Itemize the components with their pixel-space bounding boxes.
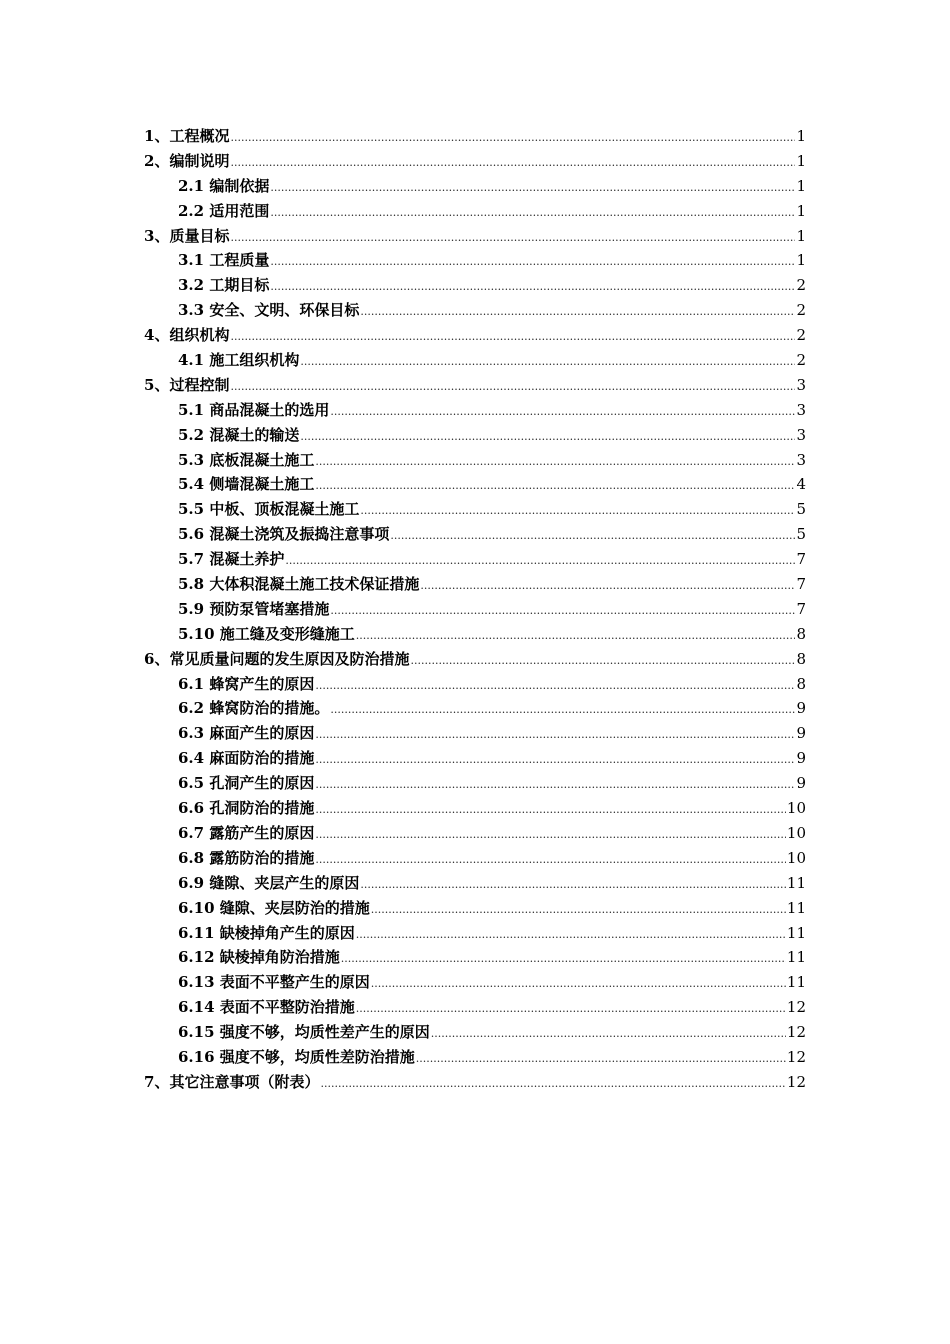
toc-entry-separator: 、 (154, 127, 170, 145)
toc-entry-title: 大体积混凝土施工技术保证措施 (209, 575, 420, 594)
toc-dot-leader (230, 226, 795, 251)
toc-entry-number: 7 (144, 1072, 155, 1091)
toc-entry-number: 6.9 (178, 873, 205, 892)
toc-dot-leader (315, 823, 786, 848)
toc-entry[interactable] (144, 821, 806, 846)
toc-entry-number: 6.1 (178, 674, 205, 693)
toc-entry-label (178, 846, 314, 871)
toc-entry-page-number: 3 (796, 450, 806, 469)
toc-entry-separator: 、 (154, 226, 170, 245)
toc-entry-page-number: 3 (796, 375, 806, 394)
toc-entry-title: 麻面防治的措施 (209, 749, 315, 768)
toc-entry-title: 工程质量 (209, 251, 270, 270)
toc-entry-title: 缝隙、夹层产生的原因 (209, 873, 360, 892)
toc-entry-number: 6.13 (178, 973, 215, 992)
toc-entry-number: 5.1 (178, 400, 205, 419)
toc-entry[interactable] (144, 597, 806, 622)
toc-entry-separator: 、 (154, 326, 170, 345)
toc-entry-number: 6.10 (178, 898, 215, 917)
toc-entry-number: 5.10 (178, 624, 215, 643)
toc-entry-page-number: 4 (796, 475, 806, 494)
toc-entry-title: 工期目标 (209, 276, 270, 295)
toc-entry-page-number: 9 (796, 699, 806, 718)
toc-entry-number: 5.3 (178, 450, 205, 469)
toc-entry-title: 蜂窝防治的措施。 (209, 699, 330, 718)
toc-entry-number: 3.3 (178, 301, 205, 320)
toc-entry-label (144, 149, 229, 174)
toc-entry[interactable] (144, 323, 806, 348)
toc-entry-label (178, 298, 359, 323)
toc-entry[interactable] (144, 124, 806, 149)
toc-entry-page-number: 10 (786, 799, 806, 818)
toc-entry[interactable] (144, 174, 806, 199)
toc-entry[interactable] (144, 896, 806, 921)
toc-entry[interactable] (144, 497, 806, 522)
toc-entry-page-number: 10 (786, 848, 806, 867)
toc-entry[interactable] (144, 248, 806, 273)
toc-entry-label (178, 423, 299, 448)
toc-dot-leader (360, 873, 786, 898)
toc-dot-leader (330, 698, 795, 723)
toc-entry[interactable] (144, 846, 806, 871)
toc-entry-number: 5.7 (178, 550, 205, 569)
toc-entry-number: 1 (144, 127, 155, 145)
toc-entry[interactable] (144, 1045, 806, 1070)
toc-entry-page-number: 9 (796, 749, 806, 768)
toc-entry[interactable] (144, 746, 806, 771)
toc-entry-label (178, 497, 359, 522)
toc-entry-title: 孔洞产生的原因 (209, 774, 315, 793)
toc-dot-leader (320, 1072, 785, 1097)
toc-entry-page-number: 12 (786, 1047, 806, 1066)
toc-dot-leader (330, 400, 795, 425)
toc-entry-number: 5 (144, 375, 155, 394)
toc-entry-page-number: 1 (796, 251, 806, 270)
toc-entry-page-number: 10 (786, 823, 806, 842)
toc-entry-label (178, 970, 370, 995)
toc-entry-title: 缺棱掉角产生的原因 (219, 923, 355, 942)
toc-dot-leader (230, 325, 795, 350)
toc-entry-number: 3.1 (178, 251, 205, 270)
toc-dot-leader (356, 997, 786, 1022)
toc-entry-number: 6.11 (178, 923, 215, 942)
toc-entry-title: 表面不平整产生的原因 (219, 973, 370, 992)
toc-dot-leader (420, 574, 795, 599)
toc-entry-title: 缝隙、夹层防治的措施 (219, 898, 370, 917)
toc-dot-leader (315, 748, 795, 773)
toc-entry-page-number: 9 (796, 774, 806, 793)
toc-entry-title: 表面不平整防治措施 (219, 998, 355, 1017)
toc-entry-number: 6 (144, 649, 155, 668)
toc-dot-leader (315, 674, 795, 699)
toc-entry-number: 5.2 (178, 425, 205, 444)
toc-entry-page-number: 7 (796, 550, 806, 569)
toc-entry-page-number: 11 (786, 948, 806, 967)
toc-entry-number: 4 (144, 326, 155, 345)
toc-dot-leader (300, 350, 795, 375)
toc-entry-separator: 、 (154, 649, 170, 668)
toc-dot-leader (300, 425, 795, 450)
toc-dot-leader (360, 499, 795, 524)
toc-entry-number: 5.5 (178, 500, 205, 519)
toc-dot-leader (270, 275, 795, 300)
toc-entry-label (178, 821, 314, 846)
toc-entry-page-number: 3 (796, 400, 806, 419)
toc-entry-number: 3 (144, 226, 155, 245)
toc-entry-page-number: 12 (786, 1072, 806, 1091)
toc-entry-title: 其它注意事项（附表） (169, 1072, 320, 1091)
toc-entry-number: 4.1 (178, 351, 205, 370)
toc-entry-number: 6.3 (178, 724, 205, 743)
toc-dot-leader (315, 773, 795, 798)
toc-entry-number: 6.16 (178, 1047, 215, 1066)
toc-entry[interactable] (144, 373, 806, 398)
toc-entry-number: 2 (144, 151, 155, 170)
toc-entry[interactable] (144, 970, 806, 995)
toc-dot-leader (315, 723, 795, 748)
toc-entry-title: 强度不够，均质性差产生的原因 (219, 1023, 430, 1042)
toc-entry-title: 缺棱掉角防治措施 (219, 948, 340, 967)
toc-entry-page-number: 1 (796, 201, 806, 220)
toc-entry-label (178, 696, 329, 721)
toc-entry[interactable] (144, 945, 806, 970)
toc-entry[interactable] (144, 921, 806, 946)
toc-entry[interactable] (144, 1020, 806, 1045)
toc-entry-page-number: 11 (786, 923, 806, 942)
toc-entry-label (178, 199, 269, 224)
toc-entry-page-number: 3 (796, 425, 806, 444)
toc-entry-page-number: 1 (796, 127, 806, 145)
toc-dot-leader (270, 250, 795, 275)
toc-entry-title: 施工缝及变形缝施工 (219, 624, 355, 643)
toc-entry-title: 适用范围 (209, 201, 270, 220)
toc-dot-leader (371, 898, 786, 923)
toc-entry-label (178, 273, 269, 298)
toc-entry-title: 预防泵管堵塞措施 (209, 599, 330, 618)
toc-entry-label (144, 224, 229, 249)
toc-entry-page-number: 5 (796, 525, 806, 544)
toc-entry-label (178, 248, 269, 273)
toc-entry-title: 常见质量问题的发生原因及防治措施 (169, 649, 410, 668)
table-of-contents (144, 124, 806, 1095)
toc-entry-title: 施工组织机构 (209, 351, 300, 370)
toc-entry[interactable] (144, 423, 806, 448)
toc-entry-page-number: 2 (796, 301, 806, 320)
toc-dot-leader (360, 300, 795, 325)
toc-entry[interactable] (144, 348, 806, 373)
toc-entry-label (178, 995, 355, 1020)
toc-entry-label (178, 572, 419, 597)
toc-entry-title: 商品混凝土的选用 (209, 400, 330, 419)
toc-entry-label (178, 472, 314, 497)
toc-entry-label (178, 398, 329, 423)
toc-dot-leader (371, 972, 786, 997)
toc-entry-number: 6.14 (178, 998, 215, 1017)
toc-entry-title: 组织机构 (169, 326, 230, 345)
toc-dot-leader (315, 798, 786, 823)
toc-entry-label (178, 522, 389, 547)
toc-entry-label (178, 174, 269, 199)
toc-entry-title: 混凝土的输送 (209, 425, 300, 444)
toc-entry-number: 3.2 (178, 276, 205, 295)
toc-entry-page-number: 11 (786, 898, 806, 917)
toc-entry-page-number: 2 (796, 276, 806, 295)
toc-entry-page-number: 1 (796, 226, 806, 245)
toc-dot-leader (230, 151, 795, 176)
toc-entry-number: 5.4 (178, 475, 205, 494)
toc-entry-page-number: 7 (796, 599, 806, 618)
toc-entry-number: 6.8 (178, 848, 205, 867)
toc-entry[interactable] (144, 149, 806, 174)
toc-entry[interactable] (144, 647, 806, 672)
toc-dot-leader (390, 524, 795, 549)
toc-entry-label (178, 348, 299, 373)
toc-entry-separator: 、 (154, 151, 170, 170)
toc-entry-title: 露筋防治的措施 (209, 848, 315, 867)
toc-entry-label (178, 746, 314, 771)
toc-entry[interactable] (144, 547, 806, 572)
toc-entry-page-number: 7 (796, 575, 806, 594)
toc-entry-title: 混凝土养护 (209, 550, 285, 569)
toc-entry-number: 6.12 (178, 948, 215, 967)
toc-dot-leader (356, 923, 786, 948)
toc-entry[interactable] (144, 398, 806, 423)
toc-entry[interactable] (144, 696, 806, 721)
toc-entry[interactable] (144, 995, 806, 1020)
toc-entry[interactable] (144, 448, 806, 473)
toc-entry[interactable] (144, 796, 806, 821)
toc-entry-title: 过程控制 (169, 375, 230, 394)
toc-dot-leader (315, 474, 795, 499)
toc-entry-label (144, 323, 229, 348)
toc-entry-title: 蜂窝产生的原因 (209, 674, 315, 693)
toc-entry[interactable] (144, 871, 806, 896)
toc-entry-title: 编制依据 (209, 176, 270, 195)
toc-entry-page-number: 2 (796, 351, 806, 370)
toc-entry-title: 底板混凝土施工 (209, 450, 315, 469)
toc-entry-title: 安全、文明、环保目标 (209, 301, 360, 320)
toc-entry-label (178, 448, 314, 473)
toc-dot-leader (330, 599, 795, 624)
toc-entry[interactable] (144, 199, 806, 224)
toc-entry-label (144, 124, 229, 149)
toc-entry-title: 中板、顶板混凝土施工 (209, 500, 360, 519)
toc-entry-label (144, 373, 229, 398)
toc-dot-leader (410, 649, 795, 674)
toc-dot-leader (341, 947, 786, 972)
toc-entry-title: 强度不够，均质性差防治措施 (219, 1047, 415, 1066)
toc-entry-number: 5.9 (178, 599, 205, 618)
toc-entry-number: 6.5 (178, 774, 205, 793)
toc-entry-page-number: 12 (786, 998, 806, 1017)
toc-dot-leader (356, 624, 796, 649)
toc-entry-label (178, 871, 359, 896)
toc-dot-leader (315, 848, 786, 873)
toc-entry-title: 露筋产生的原因 (209, 823, 315, 842)
toc-entry-separator: 、 (154, 1072, 170, 1091)
toc-entry[interactable] (144, 298, 806, 323)
toc-entry-number: 6.2 (178, 699, 205, 718)
toc-entry-label (178, 547, 284, 572)
toc-entry[interactable] (144, 224, 806, 249)
toc-entry-number: 5.6 (178, 525, 205, 544)
toc-entry[interactable] (144, 472, 806, 497)
toc-entry-page-number: 12 (786, 1023, 806, 1042)
toc-entry-number: 6.15 (178, 1023, 215, 1042)
toc-entry-number: 6.7 (178, 823, 205, 842)
toc-entry-page-number: 11 (786, 973, 806, 992)
toc-entry-label (178, 1045, 415, 1070)
toc-entry-label (178, 896, 370, 921)
toc-entry-separator: 、 (154, 375, 170, 394)
toc-entry-page-number: 8 (796, 674, 806, 693)
toc-dot-leader (230, 126, 795, 151)
toc-entry-title: 侧墙混凝土施工 (209, 475, 315, 494)
toc-entry[interactable] (144, 721, 806, 746)
toc-entry-label (178, 597, 329, 622)
toc-entry-number: 2.2 (178, 201, 205, 220)
toc-dot-leader (270, 176, 795, 201)
toc-entry-title: 质量目标 (169, 226, 230, 245)
toc-entry-label (178, 945, 340, 970)
toc-entry-page-number: 1 (796, 151, 806, 170)
toc-entry-label (178, 1020, 430, 1045)
toc-entry-title: 工程概况 (169, 127, 230, 145)
toc-entry[interactable] (144, 572, 806, 597)
toc-entry-page-number: 8 (796, 624, 806, 643)
toc-entry-label (178, 771, 314, 796)
toc-entry[interactable] (144, 1070, 806, 1095)
toc-entry-title: 孔洞防治的措施 (209, 799, 315, 818)
toc-entry-number: 6.4 (178, 749, 205, 768)
toc-dot-leader (416, 1047, 786, 1072)
toc-entry-label (178, 721, 314, 746)
toc-entry-page-number: 8 (796, 649, 806, 668)
toc-entry-page-number: 9 (796, 724, 806, 743)
toc-entry-page-number: 2 (796, 326, 806, 345)
toc-entry-label (178, 921, 355, 946)
toc-entry-page-number: 5 (796, 500, 806, 519)
toc-entry-label (178, 622, 355, 647)
toc-dot-leader (315, 450, 795, 475)
toc-entry-page-number: 1 (796, 176, 806, 195)
toc-entry-title: 编制说明 (169, 151, 230, 170)
toc-entry-number: 5.8 (178, 575, 205, 594)
toc-dot-leader (285, 549, 795, 574)
toc-entry-label (144, 1070, 319, 1095)
toc-entry-label (144, 647, 409, 672)
toc-dot-leader (230, 375, 795, 400)
toc-entry[interactable] (144, 622, 806, 647)
toc-entry-label (178, 796, 314, 821)
toc-entry[interactable] (144, 771, 806, 796)
toc-entry-label (178, 672, 314, 697)
toc-entry[interactable] (144, 672, 806, 697)
toc-entry-title: 麻面产生的原因 (209, 724, 315, 743)
toc-entry-title: 混凝土浇筑及振捣注意事项 (209, 525, 390, 544)
toc-dot-leader (270, 201, 795, 226)
toc-entry[interactable] (144, 522, 806, 547)
toc-dot-leader (431, 1022, 786, 1047)
toc-entry-number: 2.1 (178, 176, 205, 195)
toc-entry-page-number: 11 (786, 873, 806, 892)
toc-entry[interactable] (144, 273, 806, 298)
toc-entry-number: 6.6 (178, 799, 205, 818)
